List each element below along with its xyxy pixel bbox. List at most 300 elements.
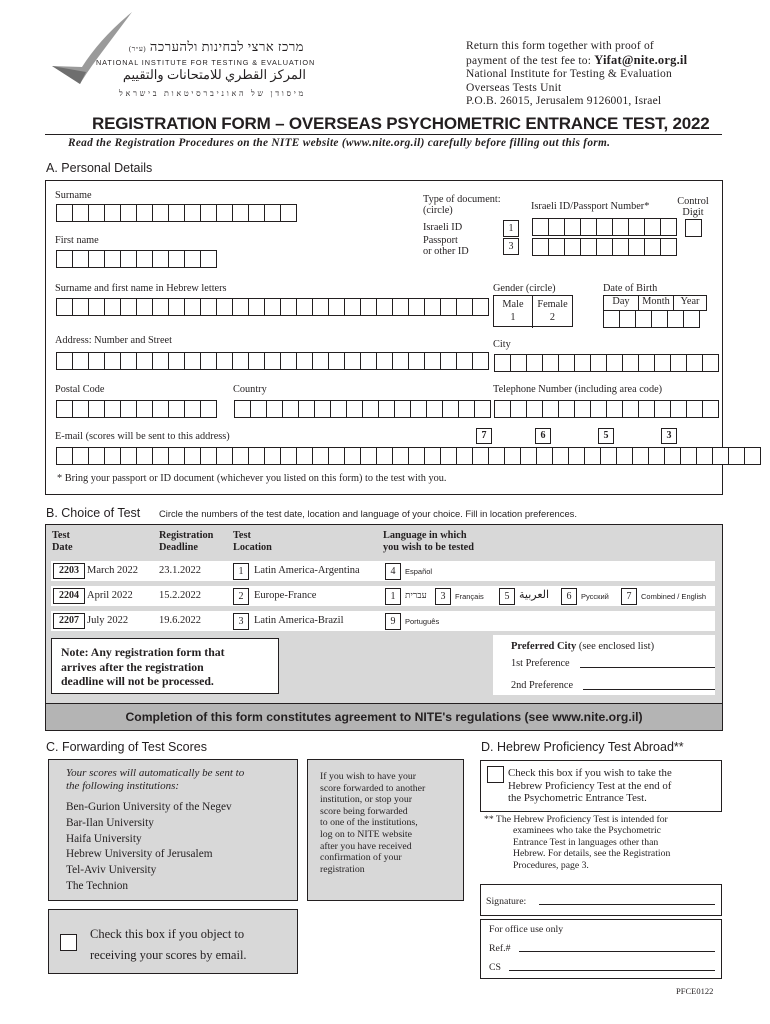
char-cell[interactable] (440, 447, 457, 465)
char-cell[interactable] (56, 298, 73, 316)
char-cell[interactable] (651, 310, 668, 328)
test-date: March 2022 (87, 565, 139, 576)
char-cell[interactable] (488, 447, 505, 465)
char-cell[interactable] (296, 298, 313, 316)
char-cell[interactable] (510, 354, 527, 372)
dob-month: Month (638, 295, 674, 311)
char-cell[interactable] (440, 352, 457, 370)
char-cell[interactable] (424, 352, 441, 370)
char-cell[interactable] (266, 400, 283, 418)
return-line-4: Overseas Tests Unit (466, 81, 562, 94)
char-cell[interactable] (424, 447, 441, 465)
char-cell[interactable] (622, 354, 639, 372)
char-cell[interactable] (184, 447, 201, 465)
office-use-box (480, 919, 722, 979)
char-cell[interactable] (408, 447, 425, 465)
char-cell[interactable] (104, 250, 121, 268)
char-cell[interactable] (606, 400, 623, 418)
char-cell[interactable] (564, 218, 581, 236)
char-cell[interactable] (328, 298, 345, 316)
char-cell[interactable] (88, 352, 105, 370)
char-cell[interactable] (104, 352, 121, 370)
location-code-2[interactable]: 2 (233, 588, 249, 605)
char-cell[interactable] (56, 204, 73, 222)
char-cell[interactable] (362, 400, 379, 418)
char-cell[interactable] (520, 447, 537, 465)
char-cell[interactable] (104, 204, 121, 222)
postal-code-label: Postal Code (55, 384, 105, 395)
control-digit-label: Control Digit (677, 196, 709, 218)
char-cell[interactable] (440, 298, 457, 316)
char-cell[interactable] (580, 238, 597, 256)
char-cell[interactable] (234, 400, 251, 418)
char-cell[interactable] (590, 400, 607, 418)
char-cell[interactable] (312, 298, 329, 316)
char-cell[interactable] (264, 352, 281, 370)
doc-option-passport[interactable]: 3 (503, 238, 519, 255)
char-cell[interactable] (168, 250, 185, 268)
char-cell[interactable] (638, 400, 655, 418)
col-reg-deadline: Registration Deadline (159, 530, 214, 553)
char-cell[interactable] (136, 250, 153, 268)
char-cell[interactable] (232, 352, 249, 370)
section-a-heading: A. Personal Details (46, 161, 153, 175)
surname-label: Surname (55, 190, 92, 201)
char-cell[interactable] (328, 352, 345, 370)
country-label: Country (233, 384, 267, 395)
address-label: Address: Number and Street (55, 335, 172, 346)
char-cell[interactable] (136, 400, 153, 418)
language-portuguese: Português (405, 617, 440, 626)
char-cell[interactable] (72, 204, 89, 222)
char-cell[interactable] (200, 204, 217, 222)
char-cell[interactable] (216, 298, 233, 316)
institution-item: Haifa University (66, 832, 142, 845)
institution-item: Bar-Ilan University (66, 816, 154, 829)
char-cell[interactable] (248, 352, 265, 370)
char-cell[interactable] (670, 400, 687, 418)
doc-type-label: Type of document: (circle) (423, 194, 501, 216)
country-input[interactable] (234, 400, 490, 418)
test-date: April 2022 (87, 590, 133, 601)
city-label: City (493, 339, 511, 350)
char-cell[interactable] (282, 400, 299, 418)
char-cell[interactable] (660, 238, 677, 256)
char-cell[interactable] (344, 298, 361, 316)
char-cell[interactable] (248, 298, 265, 316)
control-digit-input[interactable] (685, 219, 701, 237)
char-cell[interactable] (644, 238, 661, 256)
cs-label: CS (489, 962, 501, 973)
signature-box (480, 884, 722, 916)
char-cell[interactable] (232, 204, 249, 222)
char-cell[interactable] (152, 204, 169, 222)
char-cell[interactable] (542, 400, 559, 418)
test-location: Latin America-Brazil (254, 615, 344, 626)
second-preference-input[interactable] (583, 689, 715, 690)
location-code-1[interactable]: 1 (233, 563, 249, 580)
address-input[interactable] (56, 352, 488, 370)
first-name-label: First name (55, 235, 99, 246)
language-code-4[interactable]: 4 (385, 563, 401, 580)
form-code: PFCE0122 (676, 986, 714, 996)
char-cell[interactable] (120, 447, 137, 465)
char-cell[interactable] (472, 352, 489, 370)
char-cell[interactable] (612, 238, 629, 256)
char-cell[interactable] (622, 400, 639, 418)
return-line-3: National Institute for Testing & Evaluation (466, 68, 672, 81)
test-location: Europe-France (254, 590, 317, 601)
signature-input[interactable] (539, 904, 715, 905)
char-cell[interactable] (526, 400, 543, 418)
char-cell[interactable] (376, 352, 393, 370)
char-cell[interactable] (532, 218, 549, 236)
char-cell[interactable] (56, 250, 73, 268)
org-hebrew-founders: מיסודן של האוניברסיטאות בישראל (119, 89, 306, 98)
char-cell[interactable] (248, 447, 265, 465)
char-cell[interactable] (298, 400, 315, 418)
char-cell[interactable] (574, 400, 591, 418)
telephone-input[interactable] (494, 400, 718, 418)
char-cell[interactable] (494, 354, 511, 372)
char-cell[interactable] (472, 447, 489, 465)
hebrew-test-box (480, 760, 722, 812)
char-cell[interactable] (360, 447, 377, 465)
char-cell[interactable] (184, 204, 201, 222)
char-cell[interactable] (216, 447, 233, 465)
char-cell[interactable] (685, 219, 702, 237)
char-cell[interactable] (360, 352, 377, 370)
char-cell[interactable] (458, 400, 475, 418)
char-cell[interactable] (696, 447, 713, 465)
char-cell[interactable] (664, 447, 681, 465)
char-cell[interactable] (216, 352, 233, 370)
char-cell[interactable] (702, 400, 719, 418)
char-cell[interactable] (314, 400, 331, 418)
char-cell[interactable] (510, 400, 527, 418)
second-preference-label: 2nd Preference (511, 680, 574, 691)
char-cell[interactable] (312, 352, 329, 370)
char-cell[interactable] (628, 238, 645, 256)
surname-input[interactable] (56, 204, 296, 222)
char-cell[interactable] (168, 298, 185, 316)
char-cell[interactable] (344, 352, 361, 370)
email-objection-label: Check this box if you object to receiving your scores by email. (90, 927, 247, 962)
char-cell[interactable] (344, 447, 361, 465)
char-cell[interactable] (728, 447, 745, 465)
char-cell[interactable] (280, 204, 297, 222)
agreement-banner: Completion of this form constitutes agreement to NITE's regulations (see www.nite.org.il) (45, 703, 723, 731)
char-cell[interactable] (152, 250, 169, 268)
test-code-2204[interactable]: 2204 (53, 588, 85, 604)
char-cell[interactable] (152, 400, 169, 418)
char-cell[interactable] (564, 238, 581, 256)
char-cell[interactable] (200, 250, 217, 268)
char-cell[interactable] (280, 298, 297, 316)
language-spanish: Español (405, 567, 433, 576)
char-cell[interactable] (120, 298, 137, 316)
org-english-name: NATIONAL INSTITUTE FOR TESTING & EVALUATION (96, 58, 316, 67)
dob-label: Date of Birth (603, 283, 658, 294)
char-cell[interactable] (360, 298, 377, 316)
char-cell[interactable] (392, 298, 409, 316)
id-reminder-note: * Bring your passport or ID document (whichever you listed on this form) to the test with you. (57, 473, 447, 484)
hebrew-name-input[interactable] (56, 298, 488, 316)
char-cell[interactable] (426, 400, 443, 418)
char-cell[interactable] (558, 354, 575, 372)
test-deadline: 19.6.2022 (159, 615, 201, 626)
char-cell[interactable] (660, 218, 677, 236)
language-french: Français (455, 592, 484, 601)
char-cell[interactable] (200, 298, 217, 316)
char-cell[interactable] (552, 447, 569, 465)
char-cell[interactable] (526, 354, 543, 372)
email-objection-checkbox[interactable] (60, 934, 77, 951)
char-cell[interactable] (632, 447, 649, 465)
char-cell[interactable] (168, 204, 185, 222)
section-d-heading: D. Hebrew Proficiency Test Abroad** (481, 740, 684, 754)
char-cell[interactable] (152, 447, 169, 465)
char-cell[interactable] (152, 352, 169, 370)
char-cell[interactable] (612, 218, 629, 236)
char-cell[interactable] (600, 447, 617, 465)
id-number-input-row2[interactable] (532, 238, 676, 256)
char-cell[interactable] (442, 400, 459, 418)
char-cell[interactable] (168, 352, 185, 370)
char-cell[interactable] (408, 298, 425, 316)
id-number-label: Israeli ID/Passport Number* (531, 201, 650, 212)
char-cell[interactable] (619, 310, 636, 328)
cs-input (509, 970, 715, 971)
char-cell[interactable] (72, 352, 89, 370)
char-cell[interactable] (654, 400, 671, 418)
email-code-7: 7 (476, 428, 492, 444)
char-cell[interactable] (536, 447, 553, 465)
org-hebrew-name: מרכז ארצי לבחינות ולהערכה (ע״ר) (128, 39, 304, 54)
dob-input[interactable] (603, 295, 705, 325)
doc-option-israeli-id[interactable]: 1 (503, 220, 519, 237)
char-cell[interactable] (56, 352, 73, 370)
char-cell[interactable] (88, 400, 105, 418)
char-cell[interactable] (548, 238, 565, 256)
char-cell[interactable] (136, 204, 153, 222)
dob-year: Year (673, 295, 707, 311)
char-cell[interactable] (635, 310, 652, 328)
char-cell[interactable] (136, 447, 153, 465)
char-cell[interactable] (654, 354, 671, 372)
language-code-5[interactable]: 5 (499, 588, 515, 605)
return-line-1: Return this form together with proof of (466, 40, 654, 52)
char-cell[interactable] (232, 298, 249, 316)
char-cell[interactable] (638, 354, 655, 372)
char-cell[interactable] (330, 400, 347, 418)
char-cell[interactable] (120, 250, 137, 268)
char-cell[interactable] (328, 447, 345, 465)
char-cell[interactable] (264, 204, 281, 222)
char-cell[interactable] (184, 352, 201, 370)
postal-code-input[interactable] (56, 400, 216, 418)
char-cell[interactable] (152, 298, 169, 316)
char-cell[interactable] (568, 447, 585, 465)
test-row-2207 (51, 611, 715, 631)
char-cell[interactable] (686, 354, 703, 372)
char-cell[interactable] (472, 298, 489, 316)
char-cell[interactable] (410, 400, 427, 418)
char-cell[interactable] (56, 400, 73, 418)
char-cell[interactable] (456, 298, 473, 316)
char-cell[interactable] (596, 238, 613, 256)
first-preference-input[interactable] (580, 667, 715, 668)
char-cell[interactable] (136, 298, 153, 316)
gender-male-option[interactable]: Male 1 (494, 296, 533, 328)
hebrew-test-note: ** The Hebrew Proficiency Test is intended for examinees who take the Psychometric Entrance Test in languages other than Hebrew. For details, see the Registration Procedures, page 3. (484, 814, 671, 871)
char-cell[interactable] (232, 447, 249, 465)
char-cell[interactable] (670, 354, 687, 372)
test-deadline: 15.2.2022 (159, 590, 201, 601)
test-code-2207[interactable]: 2207 (53, 613, 85, 629)
char-cell[interactable] (280, 447, 297, 465)
char-cell[interactable] (296, 447, 313, 465)
char-cell[interactable] (200, 447, 217, 465)
char-cell[interactable] (184, 298, 201, 316)
char-cell[interactable] (606, 354, 623, 372)
char-cell[interactable] (392, 352, 409, 370)
char-cell[interactable] (72, 250, 89, 268)
language-combined-english: Combined / English (641, 592, 707, 601)
preferred-city-label: Preferred City (see enclosed list) (511, 641, 655, 652)
char-cell[interactable] (680, 447, 697, 465)
test-row-2203 (51, 561, 715, 581)
test-code-2203[interactable]: 2203 (53, 563, 85, 579)
char-cell[interactable] (296, 352, 313, 370)
char-cell[interactable] (504, 447, 521, 465)
language-code-7[interactable]: 7 (621, 588, 637, 605)
char-cell[interactable] (596, 218, 613, 236)
char-cell[interactable] (200, 400, 217, 418)
char-cell[interactable] (474, 400, 491, 418)
id-number-input-row1[interactable] (532, 218, 676, 236)
char-cell[interactable] (542, 354, 559, 372)
col-test-location: Test Location (233, 530, 272, 553)
char-cell[interactable] (392, 447, 409, 465)
char-cell[interactable] (104, 298, 121, 316)
char-cell[interactable] (120, 400, 137, 418)
char-cell[interactable] (248, 204, 265, 222)
char-cell[interactable] (616, 447, 633, 465)
language-code-3[interactable]: 3 (435, 588, 451, 605)
char-cell[interactable] (88, 204, 105, 222)
language-code-6[interactable]: 6 (561, 588, 577, 605)
char-cell[interactable] (532, 238, 549, 256)
test-deadline: 23.1.2022 (159, 565, 201, 576)
return-email[interactable]: Yifat@nite.org.il (594, 52, 688, 67)
char-cell[interactable] (590, 354, 607, 372)
email-input[interactable] (56, 447, 760, 465)
char-cell[interactable] (376, 298, 393, 316)
char-cell[interactable] (558, 400, 575, 418)
institution-item: The Technion (66, 879, 129, 892)
char-cell[interactable] (72, 447, 89, 465)
char-cell[interactable] (264, 298, 281, 316)
char-cell[interactable] (88, 250, 105, 268)
char-cell[interactable] (72, 400, 89, 418)
language-code-1[interactable]: 1 (385, 588, 401, 605)
char-cell[interactable] (120, 204, 137, 222)
char-cell[interactable] (346, 400, 363, 418)
location-code-3[interactable]: 3 (233, 613, 249, 630)
char-cell[interactable] (548, 218, 565, 236)
char-cell[interactable] (72, 298, 89, 316)
char-cell[interactable] (494, 400, 511, 418)
char-cell[interactable] (683, 310, 700, 328)
char-cell[interactable] (184, 250, 201, 268)
char-cell[interactable] (88, 447, 105, 465)
char-cell[interactable] (702, 354, 719, 372)
email-objection-box (48, 909, 298, 974)
char-cell[interactable] (216, 204, 233, 222)
language-code-9[interactable]: 9 (385, 613, 401, 630)
char-cell[interactable] (376, 447, 393, 465)
org-arabic-name: المركز القطري للامتحانات والتقييم (122, 67, 306, 82)
char-cell[interactable] (250, 400, 267, 418)
section-b-heading: B. Choice of Test (46, 506, 141, 520)
char-cell[interactable] (200, 352, 217, 370)
char-cell[interactable] (667, 310, 684, 328)
char-cell[interactable] (120, 352, 137, 370)
char-cell[interactable] (584, 447, 601, 465)
char-cell[interactable] (744, 447, 761, 465)
hebrew-test-checkbox[interactable] (487, 766, 504, 783)
char-cell[interactable] (378, 400, 395, 418)
char-cell[interactable] (456, 352, 473, 370)
char-cell[interactable] (104, 447, 121, 465)
char-cell[interactable] (394, 400, 411, 418)
char-cell[interactable] (184, 400, 201, 418)
institution-item: Ben-Gurion University of the Negev (66, 801, 232, 813)
char-cell[interactable] (574, 354, 591, 372)
col-language: Language in which you wish to be tested (383, 530, 474, 553)
city-input[interactable] (494, 354, 718, 372)
char-cell[interactable] (408, 352, 425, 370)
passport-label: Passport or other ID (423, 235, 469, 257)
char-cell[interactable] (312, 447, 329, 465)
first-name-input[interactable] (56, 250, 216, 268)
char-cell[interactable] (628, 218, 645, 236)
char-cell[interactable] (686, 400, 703, 418)
char-cell[interactable] (280, 352, 297, 370)
char-cell[interactable] (424, 298, 441, 316)
first-preference-label: 1st Preference (511, 658, 570, 669)
auto-forward-note: Your scores will automatically be sent to the following institutions: (66, 767, 245, 792)
char-cell[interactable] (168, 447, 185, 465)
stop-forwarding-box (307, 759, 464, 901)
char-cell[interactable] (456, 447, 473, 465)
gender-female-option[interactable]: Female 2 (537, 299, 568, 323)
char-cell[interactable] (136, 352, 153, 370)
char-cell[interactable] (644, 218, 661, 236)
char-cell[interactable] (56, 447, 73, 465)
char-cell[interactable] (603, 310, 620, 328)
char-cell[interactable] (648, 447, 665, 465)
char-cell[interactable] (264, 447, 281, 465)
return-line-2: payment of the test fee to: Yifat@nite.org.il (466, 52, 688, 67)
email-code-6: 6 (535, 428, 551, 444)
char-cell[interactable] (712, 447, 729, 465)
char-cell[interactable] (580, 218, 597, 236)
char-cell[interactable] (168, 400, 185, 418)
char-cell[interactable] (104, 400, 121, 418)
char-cell[interactable] (88, 298, 105, 316)
